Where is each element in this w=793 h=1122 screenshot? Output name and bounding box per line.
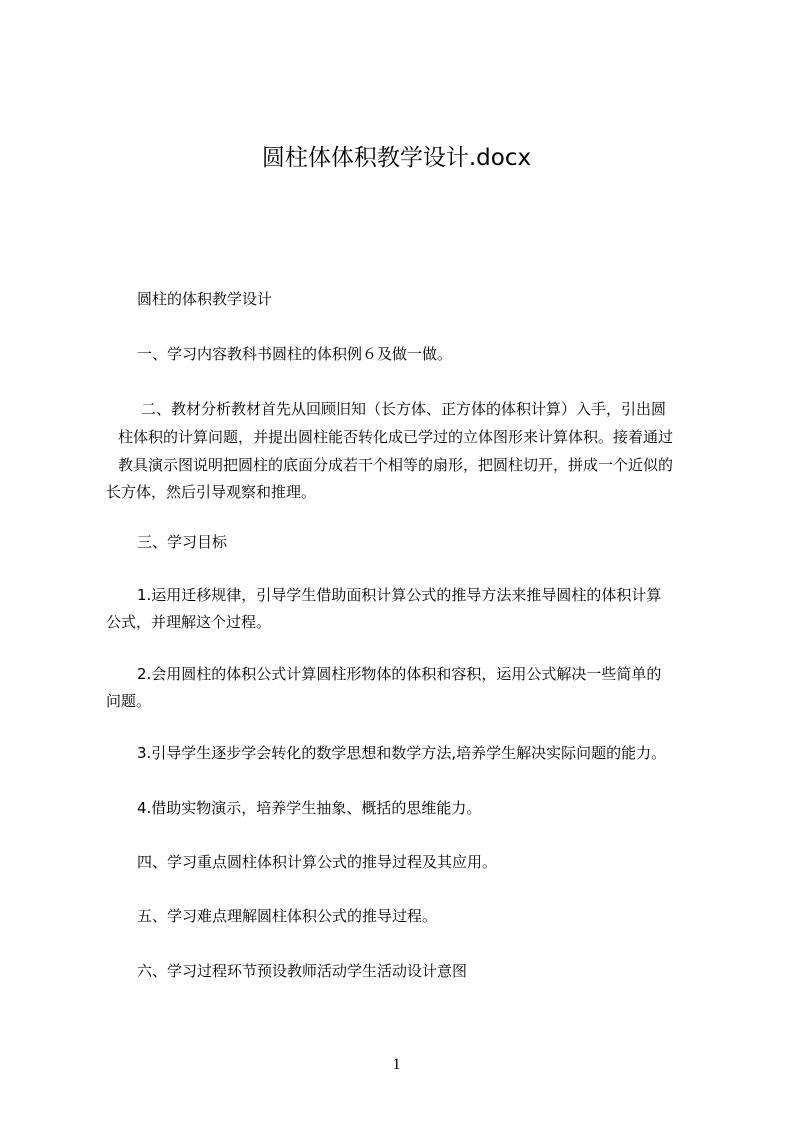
goal-4-content: 4.借助实物演示，培养学生抽象、概括的思维能力。 <box>137 799 482 817</box>
page-number: 1 <box>392 1056 401 1073</box>
document-heading: 圆柱的体积教学设计 <box>137 290 273 308</box>
section-2-line-4: 长方体，然后引导观察和推理。 <box>106 483 317 501</box>
document-title: 圆柱体体积教学设计.docx <box>261 145 532 171</box>
section-1-content: 一、学习内容教科书圆柱的体积例６及做一做。 <box>137 345 453 363</box>
goal-2-line-2: 问题。 <box>106 692 152 710</box>
section-3-heading: 三、学习目标 <box>137 533 228 551</box>
goal-2-line-1: 2.会用圆柱的体积公式计算圆柱形物体的体积和容积，运用公式解决一些简单的 <box>137 665 662 683</box>
section-2-line-3: 教具演示图说明把圆柱的底面分成若干个相等的扇形，把圆柱切开，拼成一个近似的 <box>118 456 674 474</box>
goal-1-line-2: 公式，并理解这个过程。 <box>106 613 272 631</box>
section-5-content: 五、学习难点理解圆柱体积公式的推导过程。 <box>137 907 438 925</box>
goal-1-line-1: 1.运用迁移规律，引导学生借助面积计算公式的推导方法来推导圆柱的体积计算 <box>137 586 662 604</box>
section-4-content: 四、学习重点圆柱体积计算公式的推导过程及其应用。 <box>137 853 498 871</box>
section-6-content: 六、学习过程环节预设教师活动学生活动设计意图 <box>137 962 468 980</box>
section-2-line-2: 柱体积的计算问题，并提出圆柱能否转化成已学过的立体图形来计算体积。接着通过 <box>118 428 674 446</box>
goal-3-content: 3.引导学生逐步学会转化的数学思想和数学方法,培养学生解决实际问题的能力。 <box>137 744 667 762</box>
section-2-line-1: 二、教材分析教材首先从回顾旧知（长方体、正方体的体积计算）入手，引出圆 <box>141 400 667 418</box>
